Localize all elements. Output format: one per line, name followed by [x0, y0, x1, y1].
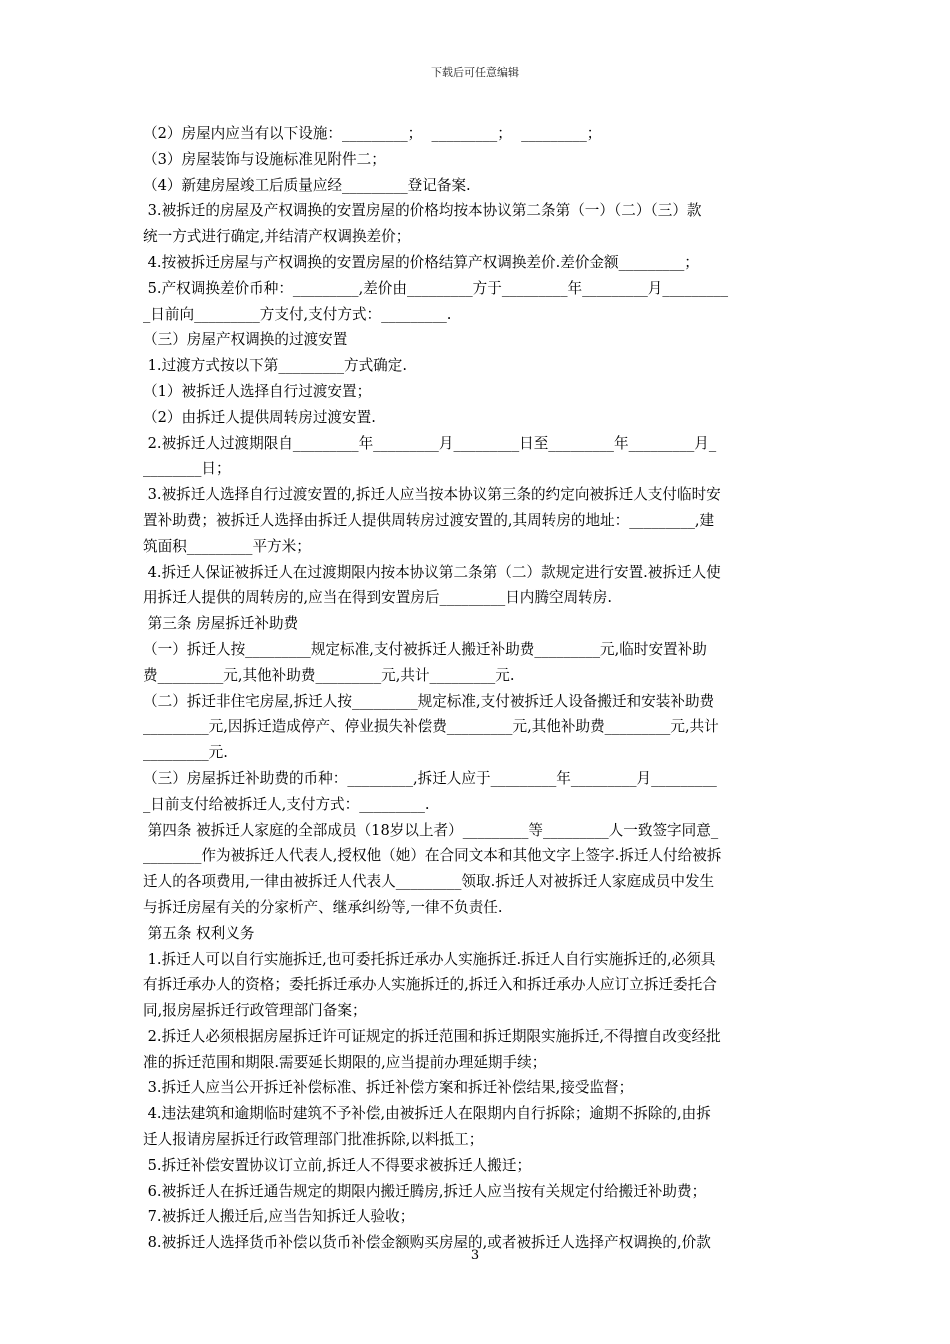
text-line: _日前支付给被拆迁人,支付方式：_________.	[143, 795, 430, 813]
text-line: 准的拆迁范围和期限.需要延长期限的,应当提前办理延期手续；	[143, 1053, 547, 1071]
text-line: （4）新建房屋竣工后质量应经_________登记备案.	[143, 176, 471, 194]
text-line: 4.违法建筑和逾期临时建筑不予补偿,由被拆迁人在限期内自行拆除；逾期不拆除的,由拆	[143, 1105, 711, 1123]
text-line: 2.拆迁人必须根据房屋拆迁许可证规定的拆迁范围和拆迁期限实施拆迁,不得擅自改变经批	[143, 1027, 721, 1045]
text-line: 第五条 权利义务	[143, 924, 255, 942]
text-line: 第三条 房屋拆迁补助费	[143, 615, 299, 633]
text-line: 迁人的各项费用,一律由被拆迁人代表人_________领取.拆迁人对被拆迁人家庭成员中发生	[143, 873, 715, 891]
text-line: 1.过渡方式按以下第_________方式确定.	[143, 357, 407, 375]
text-line: 8.被拆迁人选择货币补偿以货币补偿金额购买房屋的,或者被拆迁人选择产权调换的,价款	[143, 1234, 711, 1252]
text-line: 7.被拆迁人搬迁后,应当告知拆迁人验收；	[143, 1208, 415, 1226]
text-line: 迁人报请房屋拆迁行政管理部门批准拆除,以料抵工；	[143, 1131, 484, 1149]
text-line: 3.被拆迁人选择自行过渡安置的,拆迁人应当按本协议第三条的约定向被拆迁人支付临时安	[143, 486, 721, 504]
document-body	[143, 121, 807, 1256]
text-line: 3.被拆迁的房屋及产权调换的安置房屋的价格均按本协议第二条第（一）（二）（三）款	[143, 202, 702, 220]
text-line: ________日；	[143, 460, 231, 478]
text-line: 2.被拆迁人过渡期限自_________年_________月_________日至_________年_________月_	[143, 434, 717, 452]
text-line: （三）房屋拆迁补助费的币种：_________,拆迁人应于_________年_________月_________	[143, 769, 717, 787]
text-line: ________作为被拆迁人代表人,授权他（她）在合同文本和其他文字上签字.拆迁人付给被拆	[143, 847, 722, 865]
text-line: 5.产权调换差价币种：_________,差价由_________方于_________年_________月_________	[143, 279, 729, 297]
text-line: _________元.	[143, 744, 228, 762]
text-line: 有拆迁承办人的资格；委托拆迁承办人实施拆迁的,拆迁入和拆迁承办人应订立拆迁委托合	[143, 976, 717, 994]
page-header: 下载后可任意编辑	[431, 66, 519, 79]
page-number: 3	[470, 1248, 480, 1263]
text-line: 置补助费；被拆迁人选择由拆迁人提供周转房过渡安置的,其周转房的地址：_________,建	[143, 511, 715, 529]
text-line: （二）拆迁非住宅房屋,拆迁人按_________规定标准,支付被拆迁人设备搬迁和安装补助费	[143, 692, 715, 710]
text-line: _________元,因拆迁造成停产、停业损失补偿费_________元,其他补助费_________元,共计	[143, 718, 719, 736]
text-line: （2）由拆迁人提供周转房过渡安置.	[143, 408, 376, 426]
text-line: 1.拆迁人可以自行实施拆迁,也可委托拆迁承办人实施拆迁.拆迁人自行实施拆迁的,必须具	[143, 950, 716, 968]
text-line: 与拆迁房屋有关的分家析产、继承纠纷等,一律不负责任.	[143, 898, 503, 916]
text-line: 费_________元,其他补助费_________元,共计_________元.	[143, 666, 515, 684]
text-line: （1）被拆迁人选择自行过渡安置；	[143, 382, 372, 400]
text-line: 3.拆迁人应当公开拆迁补偿标准、拆迁补偿方案和拆迁补偿结果,接受监督；	[143, 1079, 634, 1097]
text-line: 第四条 被拆迁人家庭的全部成员（18岁以上者）_________等_________人一致签字同意_	[143, 821, 719, 839]
text-line: （2）房屋内应当有以下设施：_________； _________； _________；	[143, 125, 602, 142]
text-line: 6.被拆迁人在拆迁通告规定的期限内搬迁腾房,拆迁人应当按有关规定付给搬迁补助费；	[143, 1182, 707, 1200]
text-line: （三）房屋产权调换的过渡安置	[143, 331, 348, 349]
text-line: （3）房屋装饰与设施标准见附件二；	[143, 150, 386, 168]
text-line: 4.按被拆迁房屋与产权调换的安置房屋的价格结算产权调换差价.差价金额_________；	[143, 253, 699, 271]
text-line: 统一方式进行确定,并结清产权调换差价；	[143, 228, 411, 246]
text-line: 5.拆迁补偿安置协议订立前,拆迁人不得要求被拆迁人搬迁；	[143, 1156, 532, 1174]
text-line: 4.拆迁人保证被拆迁人在过渡期限内按本协议第二条第（二）款规定进行安置.被拆迁人使	[143, 563, 721, 581]
text-line: 筑面积_________平方米；	[143, 537, 311, 555]
text-line: 同,报房屋拆迁行政管理部门备案；	[143, 1002, 367, 1020]
text-line: （一）拆迁人按_________规定标准,支付被拆迁人搬迁补助费_________元,临时安置补助	[143, 640, 707, 658]
text-line: _日前向_________方支付,支付方式：_________.	[143, 305, 452, 323]
text-line: 用拆迁人提供的周转房的,应当在得到安置房后_________日内腾空周转房.	[143, 589, 612, 607]
